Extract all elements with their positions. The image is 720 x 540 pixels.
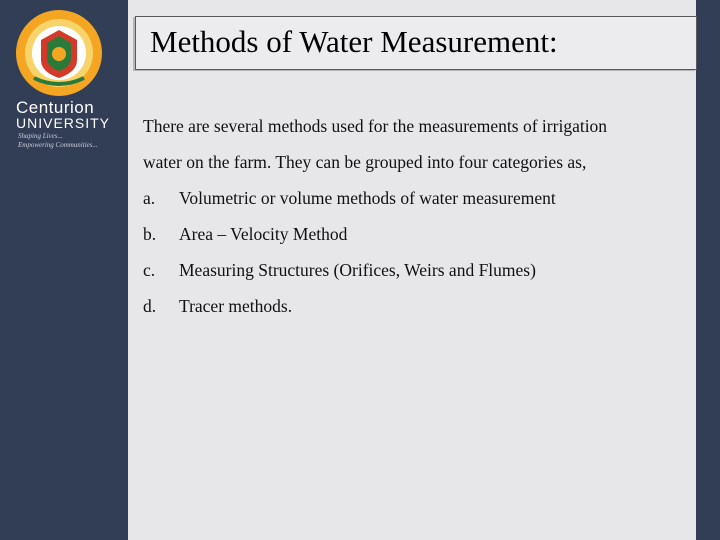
list-item [143,216,688,252]
list-marker: b. [143,224,157,244]
list-item [143,252,688,288]
list-item-text: Measuring Structures (Orifices, Weirs and Flumes) [179,260,536,280]
tagline-line1: Shaping Lives... [18,132,63,140]
list-item-text: Area – Velocity Method [179,224,348,244]
slide-content [143,108,688,324]
category-list [143,180,688,324]
intro-line-2: water on the farm. They can be grouped into four categories as, [143,152,587,172]
intro-paragraph [143,108,688,180]
list-marker: c. [143,260,156,280]
list-item [143,180,688,216]
list-marker: a. [143,188,156,208]
sidebar [0,0,128,540]
university-seal-icon [14,8,104,98]
slide-title: Methods of Water Measurement: [150,24,558,59]
list-item-text: Tracer methods. [179,296,293,316]
university-name-line1: Centurion [16,98,95,117]
tagline [18,132,126,150]
list-item-text: Volumetric or volume methods of water measurement [179,188,556,208]
intro-line-1: There are several methods used for the measurements of irrigation [143,116,608,136]
university-name [4,100,126,131]
university-name-line2: UNIVERSITY [16,115,111,131]
list-marker: d. [143,296,157,316]
tagline-line2: Empowering Communities... [18,141,98,149]
list-item [143,288,688,324]
right-border-bar [696,0,720,540]
title-box [135,16,697,70]
